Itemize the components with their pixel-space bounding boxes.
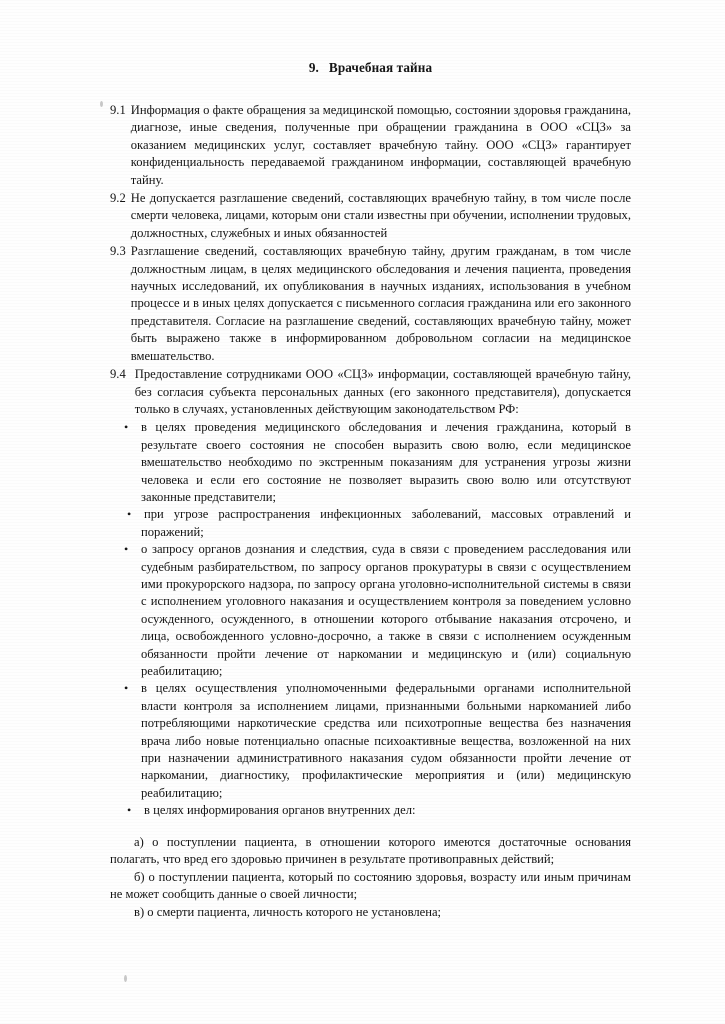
clause-number: 9.2 — [110, 191, 126, 206]
clause-text: Не допускается разглашение сведений, составляющих врачебную тайну, в том числе после смерти человека, лицами, которым они стали известны при обучении, исполнении трудовых, должностных, служебных и иных обязанностей — [130, 191, 631, 240]
page-title — [110, 60, 631, 76]
clause-text: Разглашение сведений, составляющих врачебную тайну, другим гражданам, в том числе должностным лицам, в целях медицинского обследования и лечения пациента, проведения научных исследований, их опубликования в научных изданиях, использования в учебном процессе и в иных целях допускается с письменного согласия гражданина или его законного представителя. Согласие на разглашение сведений, составляющих врачебную тайну, может быть выражено также в информированном добровольном согласии на медицинское вмешательство. — [130, 244, 631, 363]
list-item: • при угрозе распространения инфекционных заболеваний, массовых отравлений и поражений; — [110, 506, 631, 541]
clause-9-2 — [110, 190, 631, 242]
list-item: • в целях осуществления уполномоченными федеральными органами исполнительной власти контроля за исполнением лицами, признанными больными наркоманией либо потребляющими наркотические средства или психотропные вещества без назначения врача либо новые потенциально опасные психоактивные вещества, возложенной на них при назначении административного наказания судом обязанности пройти лечение от наркомании, диагностику, профилактические мероприятия и (или) медицинскую реабилитацию; — [110, 680, 631, 802]
clause-9-4 — [110, 366, 631, 418]
scan-speck — [100, 101, 103, 107]
list-item: • в целях проведения медицинского обследования и лечения гражданина, который в результате своего состояния не способен выразить свою волю, если медицинское вмешательство необходимо по экстренным показаниям для устранения угрозы жизни человека и если его состояние не позволяет выразить свою волю или отсутствуют законные представители; — [110, 419, 631, 506]
page-title-number: 9. — [308, 60, 319, 75]
list-item: • о запросу органов дознания и следствия, суда в связи с проведением расследования или судебным разбирательством, по запросу органов прокуратуры в связи с осуществлением ими прокурорского надзора, по запросу органа уголовно-исполнительной системы в связи с исполнением уголовного наказания и осуществлением контроля за поведением условно осужденного, осужденного, в отношении которого отбывание наказания отсрочено, и лица, освобожденного условно-досрочно, а также в связи с исполнением осужденным обязанности пройти лечение от наркомании и медицинскую и (или) социальную реабилитацию; — [110, 541, 631, 680]
document-body — [110, 60, 631, 922]
clause-9-1 — [110, 102, 631, 189]
page-title-text: Врачебная тайна — [328, 60, 433, 75]
clause-text: Информация о факте обращения за медицинской помощью, состоянии здоровья гражданина, диагнозе, иные сведения, полученные при обращении гражданина в ООО «СЦЗ» за оказанием медицинских услуг, составляет врачебную тайну. ООО «СЦЗ» гарантирует конфиденциальность передаваемой гражданином информации, составляющей врачебную тайну. — [130, 103, 631, 187]
clause-9-3 — [110, 243, 631, 365]
sub-item-a: а) о поступлении пациента, в отношении которого имеются достаточные основания полагать, что вред его здоровью причинен в результате противоправных действий; — [110, 834, 631, 867]
clause-text: Предоставление сотрудниками ООО «СЦЗ» информации, составляющей врачебную тайну, без согласия субъекта персональных данных (его законного представителя), допускается только в случаях, установленных действующим законодательством РФ: — [134, 367, 631, 416]
clause-number: 9.1 — [110, 103, 126, 117]
clause-number: 9.4 — [110, 367, 126, 382]
sub-item-v: в) о смерти пациента, личность которого не установлена; — [134, 905, 442, 920]
sub-item-b: б) о поступлении пациента, который по состоянию здоровья, возрасту или иным причинам не может сообщить данные о своей личности; — [110, 869, 631, 902]
list-item: • в целях информирования органов внутренних дел: — [110, 802, 631, 819]
scan-speck — [124, 975, 127, 982]
exception-list — [110, 419, 631, 819]
clause-number: 9.3 — [110, 244, 126, 259]
